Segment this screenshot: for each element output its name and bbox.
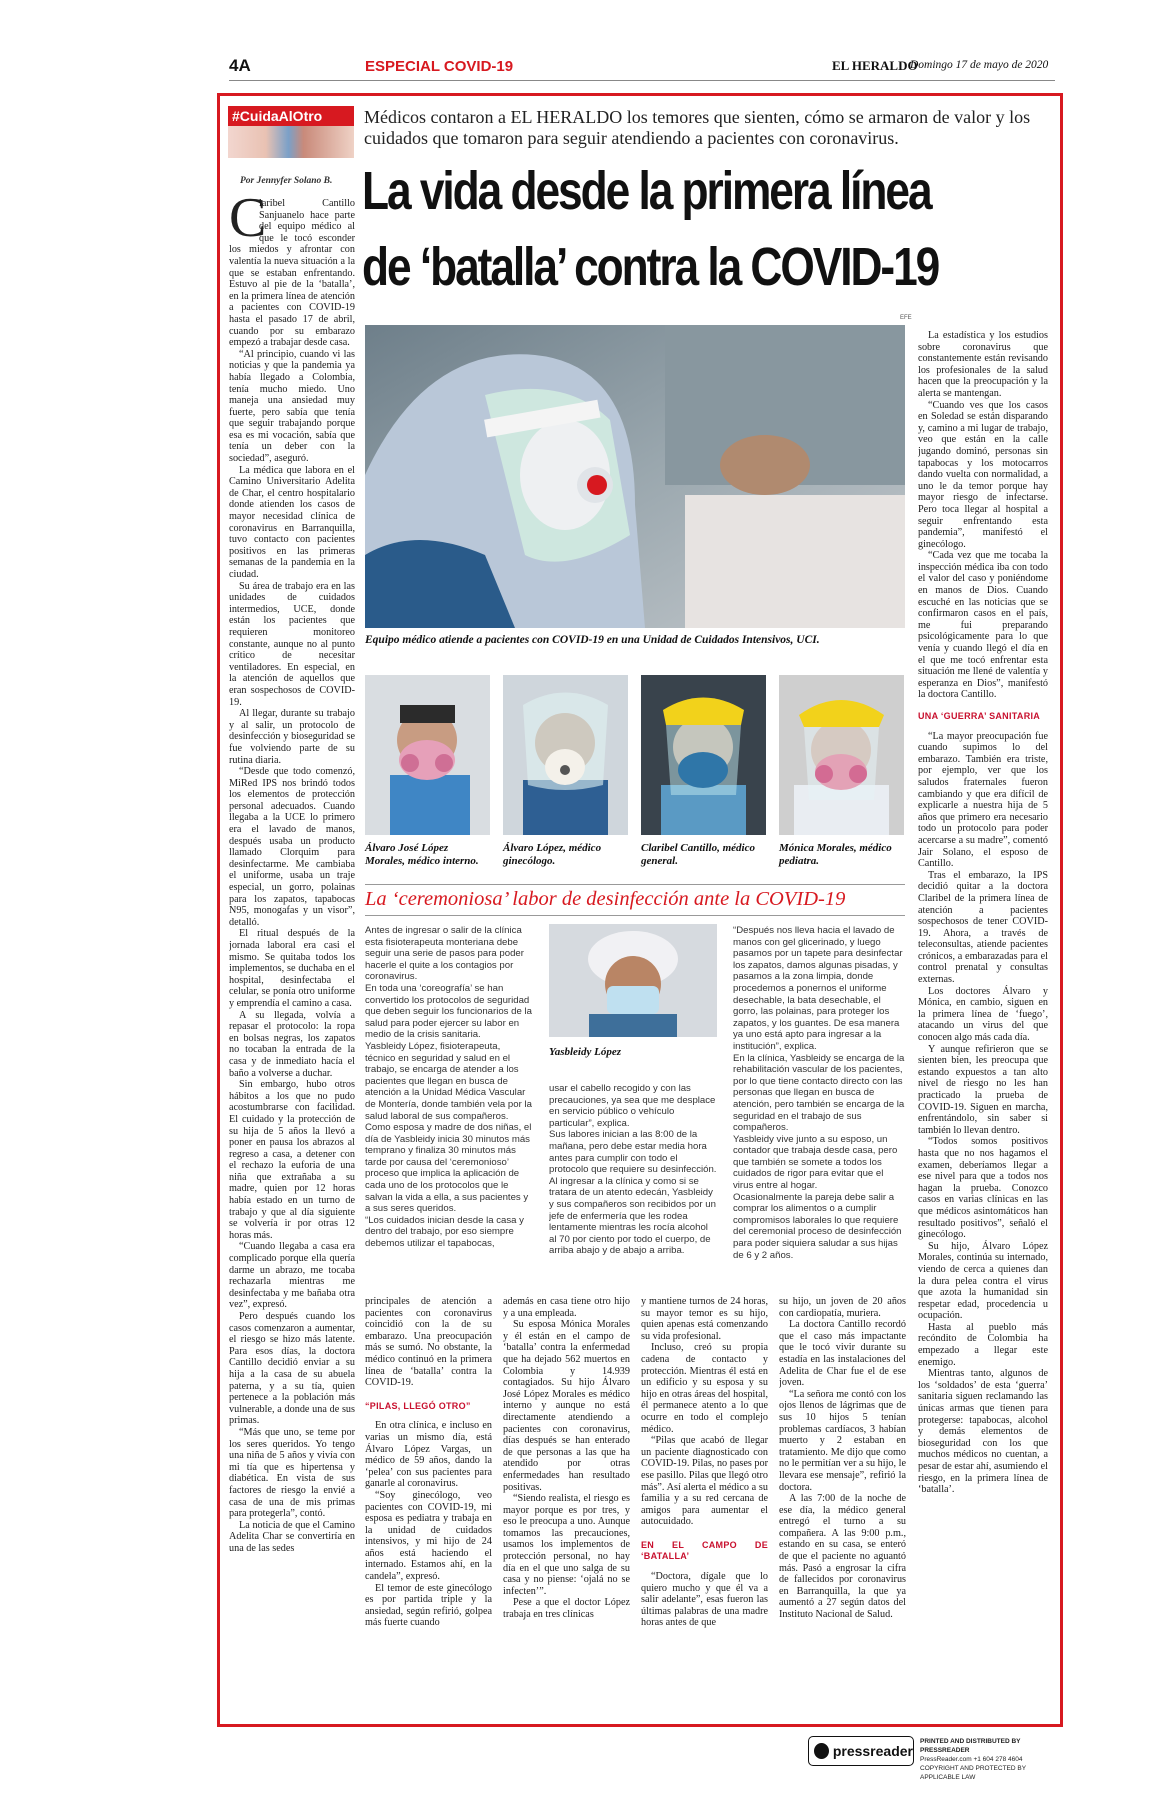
main-photo: [365, 325, 905, 628]
paragraph: principales de atención a pacientes con coronavirus coincidió con la de su embarazo. Una preocupación más se sumó. No obstante, la médico continuó en la primera línea de ‘batalla’ contra la COVID-19.: [365, 1296, 492, 1389]
paragraph: Pese a que el doctor López trabaja en tres clínicas: [503, 1597, 630, 1621]
yasbleidy-caption: Yasbleidy López: [549, 1046, 621, 1058]
main-photo-caption: Equipo médico atiende a pacientes con COVID-19 en una Unidad de Cuidados Intensivos, UCI.: [365, 634, 820, 646]
paragraph: Antes de ingresar o salir de la clínica esta fisioterapeuta monteriana debe seguir una serie de pasos para poder hacerle el quite a los contagios por coronavirus.: [365, 925, 524, 983]
footer-line-1: PRINTED AND DISTRIBUTED BY PRESSREADER: [920, 1738, 1021, 1754]
portrait-caption-4: Mónica Morales, médico pediatra.: [779, 842, 892, 867]
column-1: [229, 198, 355, 1680]
paragraph: La noticia de que el Camino Adelita Char se convertiría en una de las sedes: [229, 1519, 355, 1554]
portrait-2: [503, 675, 628, 835]
headline-line-1: La vida desde la primera línea: [362, 161, 931, 221]
paragraph: “Soy ginecólogo, veo pacientes con COVID-19, mi esposa es pediatra y trabaja en la unidad de cuidados intensivos, y mi hijo de 24 años está haciendo el internado. Estamos ahí, en la candela”, expresó.: [365, 1489, 492, 1583]
section-label: ESPECIAL COVID-19: [365, 58, 514, 75]
paragraph: La estadística y los estudios sobre coronavirus que constantemente están revisando los profesionales de la salud hacen que la preocupación y la alerta se mantengan.: [918, 330, 1048, 399]
portrait-caption-3: Claribel Cantillo, médico general.: [641, 842, 755, 867]
paragraph: El temor de este ginecólogo es por partida triple y la ansiedad, según refirió, golpea más fuerte cuando: [365, 1582, 492, 1629]
sidebar-column-c: [733, 925, 905, 1285]
column-bottom-1: [365, 1296, 492, 1686]
paper-date: Domingo 17 de mayo de 2020: [910, 59, 1049, 71]
paragraph: “La mayor preocupación fue cuando supimos lo del embarazo. También era triste, por ejemplo, ver que los saludos fraternales fueron cambiando y que era difícil de explicarle a nuestra hija de 5 años que primero era necesario todo un protocolo para poder acercarse a su madre”, comentó Jair Solano, el esposo de Cantillo.: [918, 730, 1048, 870]
footer-line-3: COPYRIGHT AND PROTECTED BY APPLICABLE LAW: [920, 1765, 1026, 1781]
paragraph: Ocasionalmente la pareja debe salir a comprar los alimentos o a cumplir compromisos laborales lo que requiere del ceremonial proceso de desinfección para poder siquiera saludar a sus hijas de 6 y 2 años.: [733, 1191, 902, 1261]
paragraph: “Después nos lleva hacia el lavado de manos con gel glicerinado, y luego pasamos por un tapete para desinfectar los zapatos, damos algunas pisadas, y pasamos a la zona limpia, donde procedemos a ponernos el uniforme desechable, la bata desechable, el gorro, las polainas, para proteger los zapatos, y los guantes. De esa manera ya uno está apto para ingresar a la institución”, explica.: [733, 925, 903, 1052]
footer-text: [920, 1737, 1060, 1782]
portrait-caption-1: Álvaro José López Morales, médico interno.: [365, 842, 479, 867]
paragraph: Tras el embarazo, la IPS decidió quitar a la doctora Claribel de la primera línea de atención a pacientes sospechosos de tener COVID-19. Ahora, a través de teleconsultas, atiende pacientes crónicos, a embarazadas para el control prenatal y consultas externas.: [918, 869, 1048, 986]
paragraph: usar el cabello recogido y con las precauciones, ya sea que me desplace en servicio público o vehículo particular”, explica.: [549, 1083, 716, 1129]
byline: Por Jennyfer Solano B.: [240, 176, 333, 186]
paragraph: En otra clínica, e incluso en varias un mismo día, está Álvaro López Vargas, un médico de 59 años, dando la ‘pelea’ con sus pacientes para ganarle al coronavirus.: [365, 1420, 492, 1490]
paragraph: y mantiene turnos de 24 horas, su mayor temor es su hijo, quien apenas está comenzando su vida profesional.: [641, 1296, 768, 1342]
pressreader-logo: [808, 1736, 914, 1766]
paragraph: “Desde que todo comenzó, MiRed IPS nos brindó todos los elementos de protección personal adecuados. Cuando llegaba a la UCE lo primero era el lavado de manos, después usaba un producto llamado Clorquim para desinfectarme. Me cambiaba el uniforme, usaba un traje especial, un gorro, polainas para los zapatos, tapabocas N95, monogafas y un visor”, detalló.: [229, 766, 355, 928]
sidebar-column-b: [549, 1083, 717, 1283]
paragraph: laribel Cantillo Sanjuanelo hace parte del equipo médico al que le tocó esconder los miedos y afrontar con valentía la nueva situación a la que se estaban enfrentando. Estuvo al pie de la ‘batalla’, en la primera línea de atención a pacientes con COVID-19 hasta el pasado 17 de abril, cuando por su embarazo empezó a trabajar desde casa.: [229, 198, 355, 349]
yasbleidy-photo: [549, 924, 717, 1037]
paragraph: Al ingresar a la clínica y como si se tratara de un atento edecán, Yasbleidy y sus compañeros son recibidos por un jefe de enfermería que les rodea lentamente mientras les rocía alcohol al 70 por ciento por todo el cuerpo, de arriba abajo y de abajo a arriba.: [549, 1175, 716, 1257]
paragraph: Sus labores inician a las 8:00 de la mañana, pero debe estar media hora antes para cumplir con todo el protocolo que requiere su desinfección.: [549, 1129, 717, 1176]
paragraph: Yasbleidy vive junto a su esposo, un contador que trabaja desde casa, pero que también se somete a todos los cuidados de rigor para evitar que el virus entre al hogar.: [733, 1133, 898, 1192]
paragraph: Su área de trabajo era en las unidades de cuidados intermedios, UCE, donde están los pacientes que requieren monitoreo constante, aunque no al punto crítico de necesitar ventiladores. En especial, en la atención de aquellos que eran sospechosos de COVID-19.: [229, 580, 355, 708]
paragraph: En toda una ‘coreografía’ se han convertido los protocolos de seguridad que deben seguir los funcionarios de la salud para poder ejercer su labor en medio de la crisis sanitaria.: [365, 982, 532, 1041]
cuida-badge: [228, 106, 354, 158]
paragraph: “Cada vez que me tocaba la inspección médica iba con todo el valor del caso y poniéndome en manos de Dios. Cuando escuché en las noticias que se confirmaron casos en el país, me fui preparando psicológicamente para lo que venía y cuando llegó el día en el que me tocó enfrentar esta situación me llené de valentía y esperanza en Dios”, manifestó la doctora Cantillo.: [918, 550, 1048, 701]
paragraph: “Siendo realista, el riesgo es mayor porque es por tres, y eso le preocupa a uno. Aunque tomamos las precauciones, usamos los implementos de protección personal, no hay día en el que uno salga de su casa y no piense: ‘ojalá no se infecten’”.: [503, 1493, 630, 1597]
column-bottom-4: [779, 1296, 906, 1686]
sidebar-rule-2: [365, 915, 905, 916]
paragraph: Hasta al pueblo más recóndito de Colombia ha empezado a llegar este enemigo.: [918, 1321, 1048, 1368]
article-deck: Médicos contaron a EL HERALDO los temores que sienten, cómo se armaron de valor y los cuidados que tomaron para seguir atendiendo a pacientes con coronavirus.: [364, 107, 1031, 148]
paragraph: “Los cuidados inician desde la casa y dentro del trabajo, por eso siempre debemos utilizar el tapabocas,: [365, 1214, 524, 1250]
header-rule: [229, 80, 1055, 81]
paragraph: A las 7:00 de la noche de ese día, la médico general entregó el turno a su compañera. A las 9:00 p.m., estando en su casa, se enteró de que el paciente no aguantó más. Pasó a engrosar la cifra de fallecidos por coronavirus en Barranquilla, la que ya aumentó a 27 según datos del Instituto Nacional de Salud.: [779, 1493, 906, 1621]
portrait-1: [365, 675, 490, 835]
sidebar-rule: [365, 884, 905, 885]
drop-cap: C: [229, 187, 267, 249]
paragraph: su hijo, un joven de 20 años con cardiopatía, muriera.: [779, 1296, 906, 1319]
page-number: 4A: [229, 56, 251, 75]
paragraph: El ritual después de la jornada laboral era casi el mismo. Se quitaba todos los implementos, se duchaba en el hospital, desinfectaba el celular, se ponía otro uniforme y emprendía el camino a casa.: [229, 928, 355, 1009]
sidebar-column-a: [365, 925, 533, 1285]
paragraph: “Más que uno, se teme por los seres queridos. Yo tengo una niña de 5 años y vivía con mi tía que es hipertensa y diabética. En vista de sus factores de riesgo la envié a casa de una de mis primas para protegerla”, contó.: [229, 1426, 355, 1520]
badge-tag: #CuidaAlOtro: [228, 106, 354, 126]
paragraph: “Doctora, dígale que lo quiero mucho y que él va a salir adelante”, esas fueron las últimas palabras de una madre horas antes de que: [641, 1571, 768, 1629]
paragraph: En la clínica, Yasbleidy se encarga de la rehabilitación vascular de los pacientes, por lo que tiene contacto directo con las personas que llegan en busca de atención, pero también se encarga de la seguridad en el trabajo de sus compañeros.: [733, 1052, 905, 1134]
photo-credit: EFE: [900, 315, 912, 321]
headline-line-2: de ‘batalla’ contra la COVID-19: [362, 237, 939, 297]
paragraph: “Cuando ves que los casos en Soledad se están disparando y, camino a mi lugar de trabajo, veo que están en la calle jugando dominó, personas sin tapabocas y los motocarros dando vuelta con normalidad, a uno le da temor porque hay mayor riesgo de infectarse. Pero toca llegar al hospital a seguir enfrentando esta pandemia”, manifestó el ginecólogo.: [918, 399, 1048, 550]
paragraph: “Todos somos positivos hasta que no nos hagamos el examen, deberíamos llegar a ese nivel para que a todos nos hagan la prueba. Conozco casos en varias clínicas en las que médicos asintomáticos han resultado positivos”, señaló el ginecólogo.: [918, 1136, 1048, 1241]
pressreader-icon: [814, 1743, 829, 1759]
paragraph: “Cuando llegaba a casa era complicado porque ella quería darme un abrazo, me tocaba rechazarla mientras me desinfectaba y me bañaba otra vez”, expresó.: [229, 1241, 355, 1311]
column-bottom-2: [503, 1296, 630, 1686]
paragraph: La doctora Cantillo recordó que el caso más impactante que le tocó vivir durante su estadía en las instalaciones del Adelita de Char fue el de ese joven.: [779, 1319, 906, 1389]
paragraph: además en casa tiene otro hijo y a una empleada.: [503, 1296, 630, 1319]
paragraph: “Al principio, cuando vi las noticias y que la pandemia ya había llegado a Colombia, tenía mucho miedo. Uno maneja una ansiedad muy fuerte, pero sabía que tenía que seguir trabajando porque esa es mi vocación, sabía que tenía un deber con la sociedad”, aseguró.: [229, 348, 355, 465]
paragraph: Y aunque refirieron que se sienten bien, les preocupa que estando expuestos a tan alto nivel de riesgo no les han practicado la prueba de COVID-19. Siguen en marcha, enfrentándolo, sin saber si también lo llevan dentro.: [918, 1043, 1048, 1136]
column-bottom-3: [641, 1296, 768, 1686]
paragraph: A su llegada, volvía a repasar el protocolo: la ropa en bolsas negras, los zapatos no tocaban la entrada de la casa y de inmediato hacía el baño a volverse a duchar.: [229, 1009, 355, 1079]
portrait-3: [641, 675, 766, 835]
portrait-4: [779, 675, 904, 835]
paragraph: “La señora me contó con los ojos llenos de lágrimas que de sus 10 hijos 5 tenían problemas cardíacos, 3 habían muerto y 2 estaban en tratamiento. Me dijo que como no le permitían ver a su hijo, le llevara ese mensaje”, refirió la doctora.: [779, 1388, 906, 1493]
subhead-campo: EN EL CAMPO DE ‘BATALLA’: [641, 1539, 768, 1562]
footer-line-2: PressReader.com +1 604 278 4604: [920, 1756, 1023, 1763]
paragraph: Sin embargo, hubo otros hábitos a los que no pudo acostumbrarse con facilidad. El cuidado y la protección de su hija de 5 años la llevó a poner en pausa los abrazos al regreso a casa, a detener con el rechazo la euforia de una niña que extrañaba a su madre, quien por 12 horas había estado en un turno de trabajo y que al día siguiente se volvería ir por otras 12 horas más.: [229, 1079, 355, 1241]
paragraph: Yasbleidy López, fisioterapeuta, técnico en seguridad y salud en el trabajo, se encarga de atender a los pacientes que llegan en busca de atención a la Unidad Médica Vascular de Montería, donde también vela por la salud laboral de sus compañeros.: [365, 1040, 532, 1122]
paragraph: La médica que labora en el Camino Universitario Adelita de Char, el centro hospitalario donde atienden los casos de mayor necesidad clínica de coronavirus en Barranquilla, tuvo contacto con pacientes positivos en las primeras semanas de la pandemia en la ciudad.: [229, 464, 355, 580]
pressreader-brand: pressreader: [832, 1743, 913, 1759]
fist-bump-image: [228, 126, 354, 158]
paragraph: Al llegar, durante su trabajo y al salir, un protocolo de desinfección y bioseguridad se fue volviendo parte de su rutina diaria.: [229, 708, 355, 766]
subhead-pilas: “PILAS, LLEGÓ OTRO”: [365, 1400, 471, 1411]
column-right: [918, 330, 1048, 1715]
paragraph: Mientras tanto, algunos de los ‘soldados’ de esta ‘guerra’ sanitaria siguen reclamando las únicas armas que tienen para protegerse: tapabocas, alcohol y demás elementos de bioseguridad con los que muchos médicos no cuentan, a pesar de estar ahí, asumiendo el riesgo, en la primera línea de ‘batalla’.: [918, 1368, 1048, 1496]
paragraph: Su hijo, Álvaro López Morales, continúa su internado, viendo de cerca a quienes dan la dura pelea contra el virus que azota la humanidad sin respetar edad, procedencia u ocupación.: [918, 1240, 1048, 1322]
paragraph: “Pilas que acabó de llegar un paciente diagnosticado con COVID-19. Pilas, no pases por ese pasillo. Pilas que llegó otro más”. Así alerta el médico a su familia y a su red cercana de amigos para aumentar el autocuidado.: [641, 1435, 768, 1528]
subhead-guerra: UNA ‘GUERRA’ SANITARIA: [918, 711, 1041, 721]
paragraph: Incluso, creó su propia cadena de contacto y protección. Mientras él está en un edificio y su esposa y su hijo en otras áreas del hospital, él permanece atento a lo que ocurre en todo el complejo médico.: [641, 1342, 768, 1435]
sidebar-title: La ‘ceremoniosa’ labor de desinfección ante la COVID-19: [365, 888, 846, 910]
paragraph: Los doctores Álvaro y Mónica, en cambio, siguen en la primera línea de ‘fuego’, atacando un virus del que conocen algo más cada día.: [918, 985, 1048, 1044]
portrait-caption-2: Álvaro López, médico ginecólogo.: [503, 842, 602, 867]
paper-name: EL HERALDO: [832, 58, 918, 73]
paragraph: Como esposa y madre de dos niñas, el día de Yasbleidy inicia 30 minutos más temprano y finaliza 30 minutos más tarde por causa del ‘ceremonioso’ proceso que implica la aplicación de cada uno de los protocolos que le salvan la vida a ella, a sus pacientes y a sus seres queridos.: [365, 1122, 532, 1215]
paragraph: Su esposa Mónica Morales y él están en el campo de ‘batalla’ contra la enfermedad que ha dejado 562 muertos en Colombia y 14.939 contagiados. Su hijo Álvaro José López Morales es médico interno y aunque no está directamente atendiendo a pacientes con coronavirus, días después se han enterado de que personas a las que ha atendido por otras enfermedades han resultado positivas.: [503, 1319, 630, 1493]
paragraph: Pero después cuando los casos comenzaron a aumentar, el riesgo se hizo más latente. Para esos días, la doctora Cantillo decidió enviar a su hija a la casa de su abuela paterna, y a su tía, quien pertenece a la población más vulnerable, a donde una de sus primas.: [229, 1311, 355, 1427]
